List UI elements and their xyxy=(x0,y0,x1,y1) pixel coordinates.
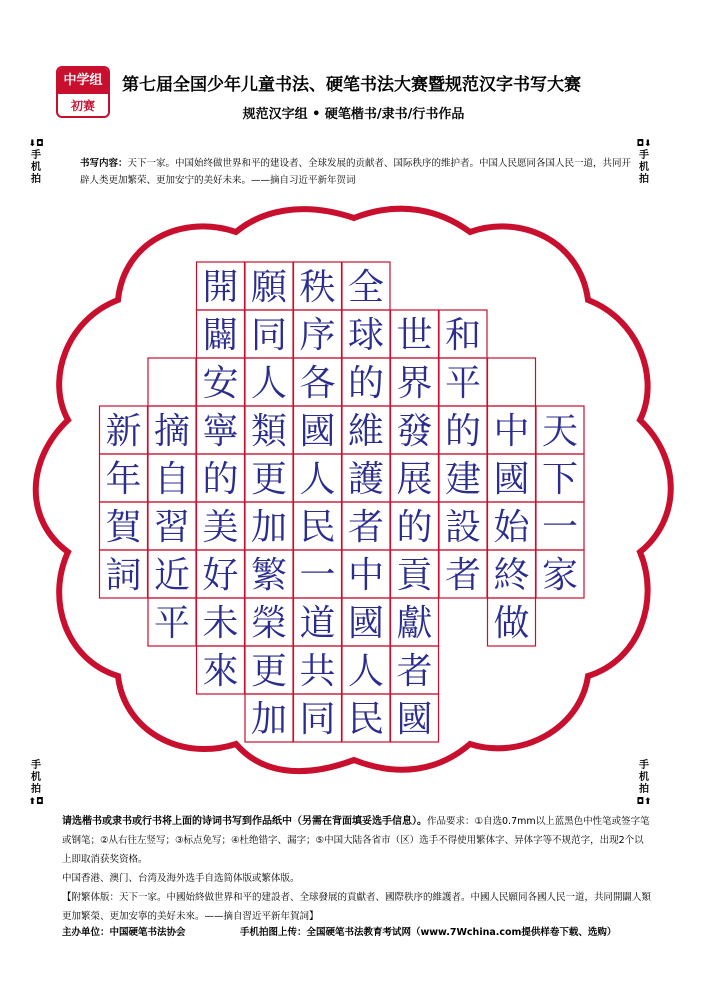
calligraphy-char: 道 xyxy=(299,603,336,644)
calligraphy-char: 平 xyxy=(153,603,191,644)
calligraphy-char: 安 xyxy=(202,363,239,404)
calligraphy-char: 始 xyxy=(493,507,530,548)
camera-icon: ◘⬇ xyxy=(636,139,652,149)
calligraphy-char: 世 xyxy=(396,315,433,356)
calligraphy-char: 加 xyxy=(250,699,288,740)
calligraphy-char: 未 xyxy=(202,603,239,644)
calligraphy-char: 的 xyxy=(444,411,482,452)
instructions-lead: 请选楷书或隶书或行书将上面的诗词书写到作品纸中（另需在背面填妥选手信息）。 xyxy=(62,816,427,827)
calligraphy-char: 展 xyxy=(396,459,433,500)
calligraphy-char: 摘 xyxy=(153,411,191,452)
calligraphy-char: 的 xyxy=(347,363,385,404)
calligraphy-char: 習 xyxy=(153,507,191,548)
calligraphy-char: 貢 xyxy=(396,555,433,596)
calligraphy-char: 民 xyxy=(299,507,336,548)
calligraphy-char: 維 xyxy=(347,411,385,452)
calligraphy-char: 平 xyxy=(444,363,482,404)
instructions xyxy=(62,812,652,926)
calligraphy-char: 美 xyxy=(202,507,239,548)
calligraphy-char: 賀 xyxy=(105,507,142,548)
corner-label: 手机拍 xyxy=(639,150,649,185)
calligraphy-char: 人 xyxy=(250,363,288,404)
calligraphy-char: 界 xyxy=(396,363,433,404)
calligraphy-char: 同 xyxy=(250,315,288,356)
calligraphy-char: 做 xyxy=(493,603,530,644)
grid-cell xyxy=(488,358,536,406)
calligraphy-char: 國 xyxy=(299,411,336,452)
calligraphy-char: 一 xyxy=(299,555,336,596)
content-note-text: 天下一家。中国始终做世界和平的建设者、全球发展的贡献者、国际秩序的维护者。中国人民愿同各国人民一道，共同开辟人类更加繁荣、更加安宁的美好未来。——摘自习近平新年贺词 xyxy=(80,158,632,186)
calligraphy-char: 寧 xyxy=(202,411,239,452)
calligraphy-char: 國 xyxy=(396,699,433,740)
camera-icon: ⬇◘ xyxy=(28,139,44,149)
instructions-hk-note: 中国香港、澳门、台湾及海外选手自选简体版或繁体版。 xyxy=(62,873,300,884)
calligraphy-char: 共 xyxy=(299,651,336,692)
calligraphy-char: 詞 xyxy=(105,555,142,596)
calligraphy-char: 秩 xyxy=(299,267,336,308)
calligraphy-char: 同 xyxy=(299,699,336,740)
page-title: 第七届全国少年儿童书法、硬笔书法大赛暨规范汉字书写大赛 xyxy=(122,75,581,95)
instructions-traditional: 【附繁体版：天下一家。中國始終做世界和平的建設者、全球發展的貢獻者、國際秩序的維護者。中國人民願同各國人民一道，共同開闢人類更加繁榮、更加安寧的美好未來。——摘自習近平新年賀詞】 xyxy=(62,892,652,922)
calligraphy-char: 全 xyxy=(347,267,385,308)
corner-label: 手机拍 xyxy=(31,150,41,185)
calligraphy-char: 者 xyxy=(347,507,385,548)
calligraphy-char: 球 xyxy=(347,315,385,356)
corner-label: 手机拍 xyxy=(31,760,41,795)
calligraphy-char: 民 xyxy=(347,699,385,740)
calligraphy-char: 願 xyxy=(250,267,288,308)
calligraphy-char: 國 xyxy=(493,459,530,500)
calligraphy-char: 一 xyxy=(541,507,579,548)
calligraphy-char: 序 xyxy=(299,315,336,356)
calligraphy-char: 人 xyxy=(299,459,336,500)
calligraphy-char: 護 xyxy=(347,459,385,500)
calligraphy-char: 更 xyxy=(250,651,288,692)
calligraphy-char: 者 xyxy=(396,651,433,692)
calligraphy-char: 的 xyxy=(396,507,433,548)
page-subtitle: 规范汉字组 • 硬笔楷书/隶书/行书作品 xyxy=(242,107,465,122)
calligraphy-char: 獻 xyxy=(396,603,433,644)
calligraphy-char: 下 xyxy=(541,459,579,500)
badge-round: 初赛 xyxy=(70,99,95,113)
calligraphy-char: 類 xyxy=(250,411,288,452)
calligraphy-char: 發 xyxy=(396,411,433,452)
calligraphy-char: 天 xyxy=(541,411,579,452)
character-grid xyxy=(100,262,585,742)
calligraphy-char: 人 xyxy=(347,651,385,692)
calligraphy-char: 建 xyxy=(444,459,482,500)
calligraphy-char: 開 xyxy=(202,267,239,308)
badge-group: 中学组 xyxy=(58,68,108,94)
camera-icon: ⬆◘ xyxy=(28,797,44,807)
camera-icon: ◘⬆ xyxy=(636,797,652,807)
calligraphy-char: 榮 xyxy=(250,603,288,644)
instructions-requirements: 作品要求：①自选0.7mm以上蓝黑色中性笔或签字笔或钢笔；②从右往左竖写；③标点免写；④杜绝错字、漏字；⑤中国大陆各省市（区）选手不得使用繁体字、异体字等不规范字，出现2个以上即取消获奖资格。 xyxy=(62,816,650,865)
calligraphy-char: 者 xyxy=(444,555,482,596)
calligraphy-char: 設 xyxy=(444,507,482,548)
calligraphy-char: 終 xyxy=(493,555,530,596)
footer-organizer: 主办单位：中国硬笔书法协会 xyxy=(62,927,186,938)
corner-label: 手机拍 xyxy=(639,760,649,795)
calligraphy-char: 加 xyxy=(250,507,288,548)
footer-upload: 手机拍图上传：全国硬笔书法教育考试网（www.7Wchina.com提供样卷下载、选购） xyxy=(240,927,617,938)
calligraphy-char: 近 xyxy=(153,555,191,596)
calligraphy-char: 繁 xyxy=(250,555,288,596)
calligraphy-char: 年 xyxy=(105,459,142,500)
calligraphy-char: 國 xyxy=(347,603,385,644)
calligraphy-char: 的 xyxy=(202,459,239,500)
calligraphy-char: 家 xyxy=(541,555,579,596)
grid-cell xyxy=(148,358,196,406)
calligraphy-char: 中 xyxy=(347,555,385,596)
calligraphy-char: 好 xyxy=(202,555,239,596)
calligraphy-char: 自 xyxy=(153,459,191,500)
calligraphy-char: 新 xyxy=(105,411,142,452)
calligraphy-char: 和 xyxy=(444,315,482,356)
content-note-label: 书写内容： xyxy=(80,158,128,169)
calligraphy-char: 各 xyxy=(299,363,336,404)
calligraphy-char: 中 xyxy=(493,411,530,452)
calligraphy-char: 闢 xyxy=(202,315,239,356)
calligraphy-char: 來 xyxy=(202,651,239,692)
calligraphy-char: 更 xyxy=(250,459,288,500)
